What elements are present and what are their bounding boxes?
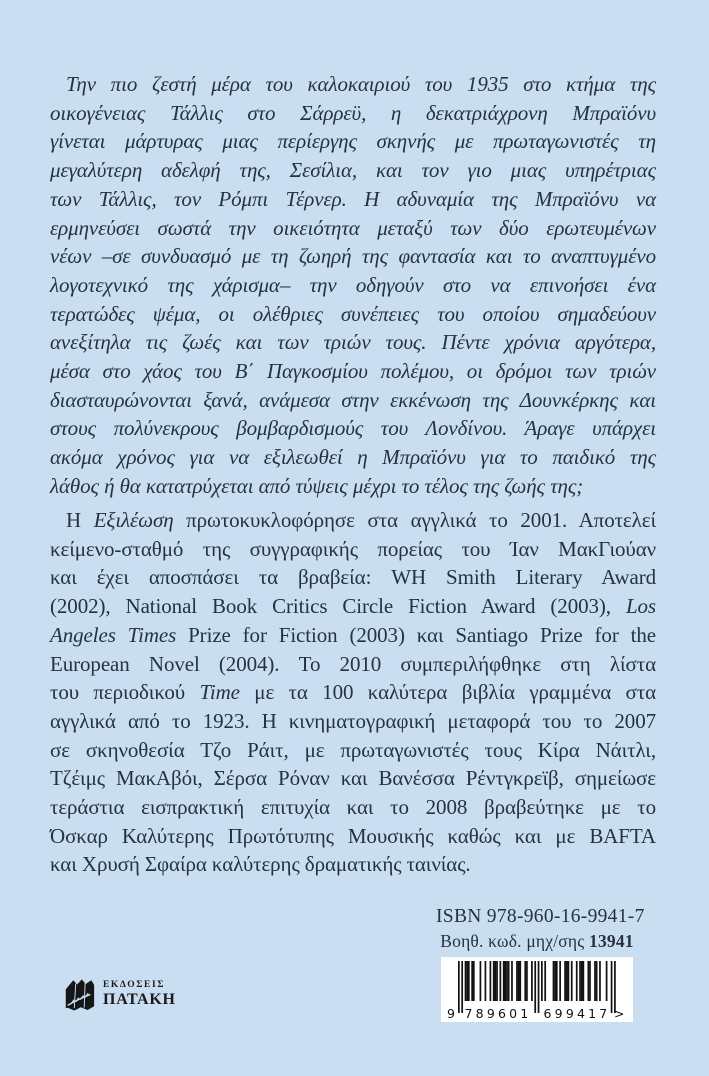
text-line: Την πιο ζεστή μέρα του καλοκαιριού του 1935 στο κτήμα της [66, 72, 656, 96]
svg-text:9: 9 [447, 1006, 455, 1021]
text-line: λάθος ή θα κατατρύχεται από τύψεις μέχρι το τέλος της ζωής της; [50, 473, 584, 498]
text-line: λογοτεχνικό της χάρισμα– την οδηγούν στο να επινοήσει ένα [50, 272, 656, 297]
text-line: ερμηνεύσει σωστά την οικειότητα μεταξύ των δύο ερωτευμένων [50, 215, 656, 240]
publisher-title: ΠΑΤΑΚΗ [103, 991, 176, 1008]
text-line: των Τάλλις, τον Ρόμπι Τέρνερ. Η αδυναμία της Μπραϊόνυ να [50, 186, 656, 211]
text-line: στους πολύνεκρους βομβαρδισμούς του Λονδίνου. Άραγε υπάρχει [50, 416, 656, 441]
aux-code-label: Βοηθ. κωδ. μηχ/σης [440, 931, 585, 951]
text-line: σε σκηνοθεσία Τζο Ράιτ, με πρωταγωνιστές τους Κίρα Νάιτλι, [50, 737, 656, 762]
publisher-label: ΕΚΔΟΣΕΙΣ [103, 980, 166, 990]
isbn-block [436, 905, 645, 953]
text-line: Angeles Times Prize for Fiction (2003) και Santiago Prize for the [50, 622, 656, 647]
info-paragraph [50, 506, 656, 879]
text-line: οικογένειας Τάλλις στο Σάρρεϋ, η δεκατριάχρονη Μπραϊόνυ [50, 100, 656, 125]
text-line: κείμενο-σταθμό της συγγραφικής πορείας του Ίαν ΜακΓιούαν [50, 536, 656, 561]
text-line: Τζέιμς ΜακΑβόι, Σέρσα Ρόναν και Βανέσσα Ρέντγκρεϊβ, σημείωσε [50, 766, 656, 791]
text-line: μεγαλύτερη αδελφή της, Σεσίλια, και τον γιο μιας υπηρέτριας [50, 158, 656, 183]
books-stack-icon [62, 976, 96, 1012]
text-line: ακόμα χρόνος για να εξιλεωθεί η Μπραϊόνυ για το παιδικό της [50, 445, 656, 470]
text-line: μέσα στο χάος του Β΄ Παγκοσμίου πολέμου, οι δρόμοι των τριών [50, 359, 656, 384]
text-line: του περιοδικού Time με τα 100 καλύτερα βιβλία γραμμένα στα [50, 680, 656, 705]
text-line: (2002), National Book Critics Circle Fiction Award (2003), Los [50, 594, 656, 619]
aux-code-value: 13941 [589, 931, 634, 951]
text-line: τερατώδες ψέμα, οι ολέθριες συνέπειες του οποίου σημαδεύουν [50, 301, 656, 326]
text-line: και έχει αποσπάσει τα βραβεία: WH Smith Literary Award [50, 565, 656, 590]
text-line: Η Εξιλέωση πρωτοκυκλοφόρησε στα αγγλικά το 2001. Αποτελεί [66, 508, 656, 532]
text-line: και Χρυσή Σφαίρα καλύτερης δραματικής ταινίας. [50, 852, 471, 877]
publisher-logo [62, 976, 176, 1012]
text-line: γίνεται μάρτυρας μιας περίεργης σκηνής με πρωταγωνιστές τη [50, 129, 656, 154]
text-line: διασταυρώνονται ξανά, ανάμεσα στην εκκένωση της Δουνκέρκης και [50, 387, 656, 412]
text-line: αγγλικά από το 1923. Η κινηματογραφική μεταφορά του το 2007 [50, 708, 656, 733]
isbn-number: ISBN 978-960-16-9941-7 [436, 906, 645, 927]
barcode-bars-icon [441, 957, 633, 1022]
synopsis-paragraph [50, 70, 656, 501]
text-line: ανεξίτηλα τις ζωές και των τριών τους. Πέντε χρόνια αργότερα, [50, 330, 656, 355]
svg-text:>: > [614, 1006, 625, 1021]
text-line: European Novel (2004). Το 2010 συμπεριλήφθηκε στη λίστα [50, 651, 656, 676]
svg-text:789601: 789601 [464, 1006, 532, 1021]
text-line: Όσκαρ Καλύτερης Πρωτότυπης Μουσικής καθώς και με BAFTA [50, 823, 656, 848]
text-line: τεράστια εισπρακτική επιτυχία και το 2008 βραβεύτηκε με το [50, 795, 656, 820]
text-line: νέων –σε συνδυασμό με τη ζωηρή της φαντασία και το αναπτυγμένο [50, 244, 656, 269]
publisher-name [103, 980, 176, 1008]
barcode [441, 957, 633, 1022]
aux-code-line [436, 929, 638, 953]
svg-text:699417: 699417 [543, 1006, 611, 1021]
